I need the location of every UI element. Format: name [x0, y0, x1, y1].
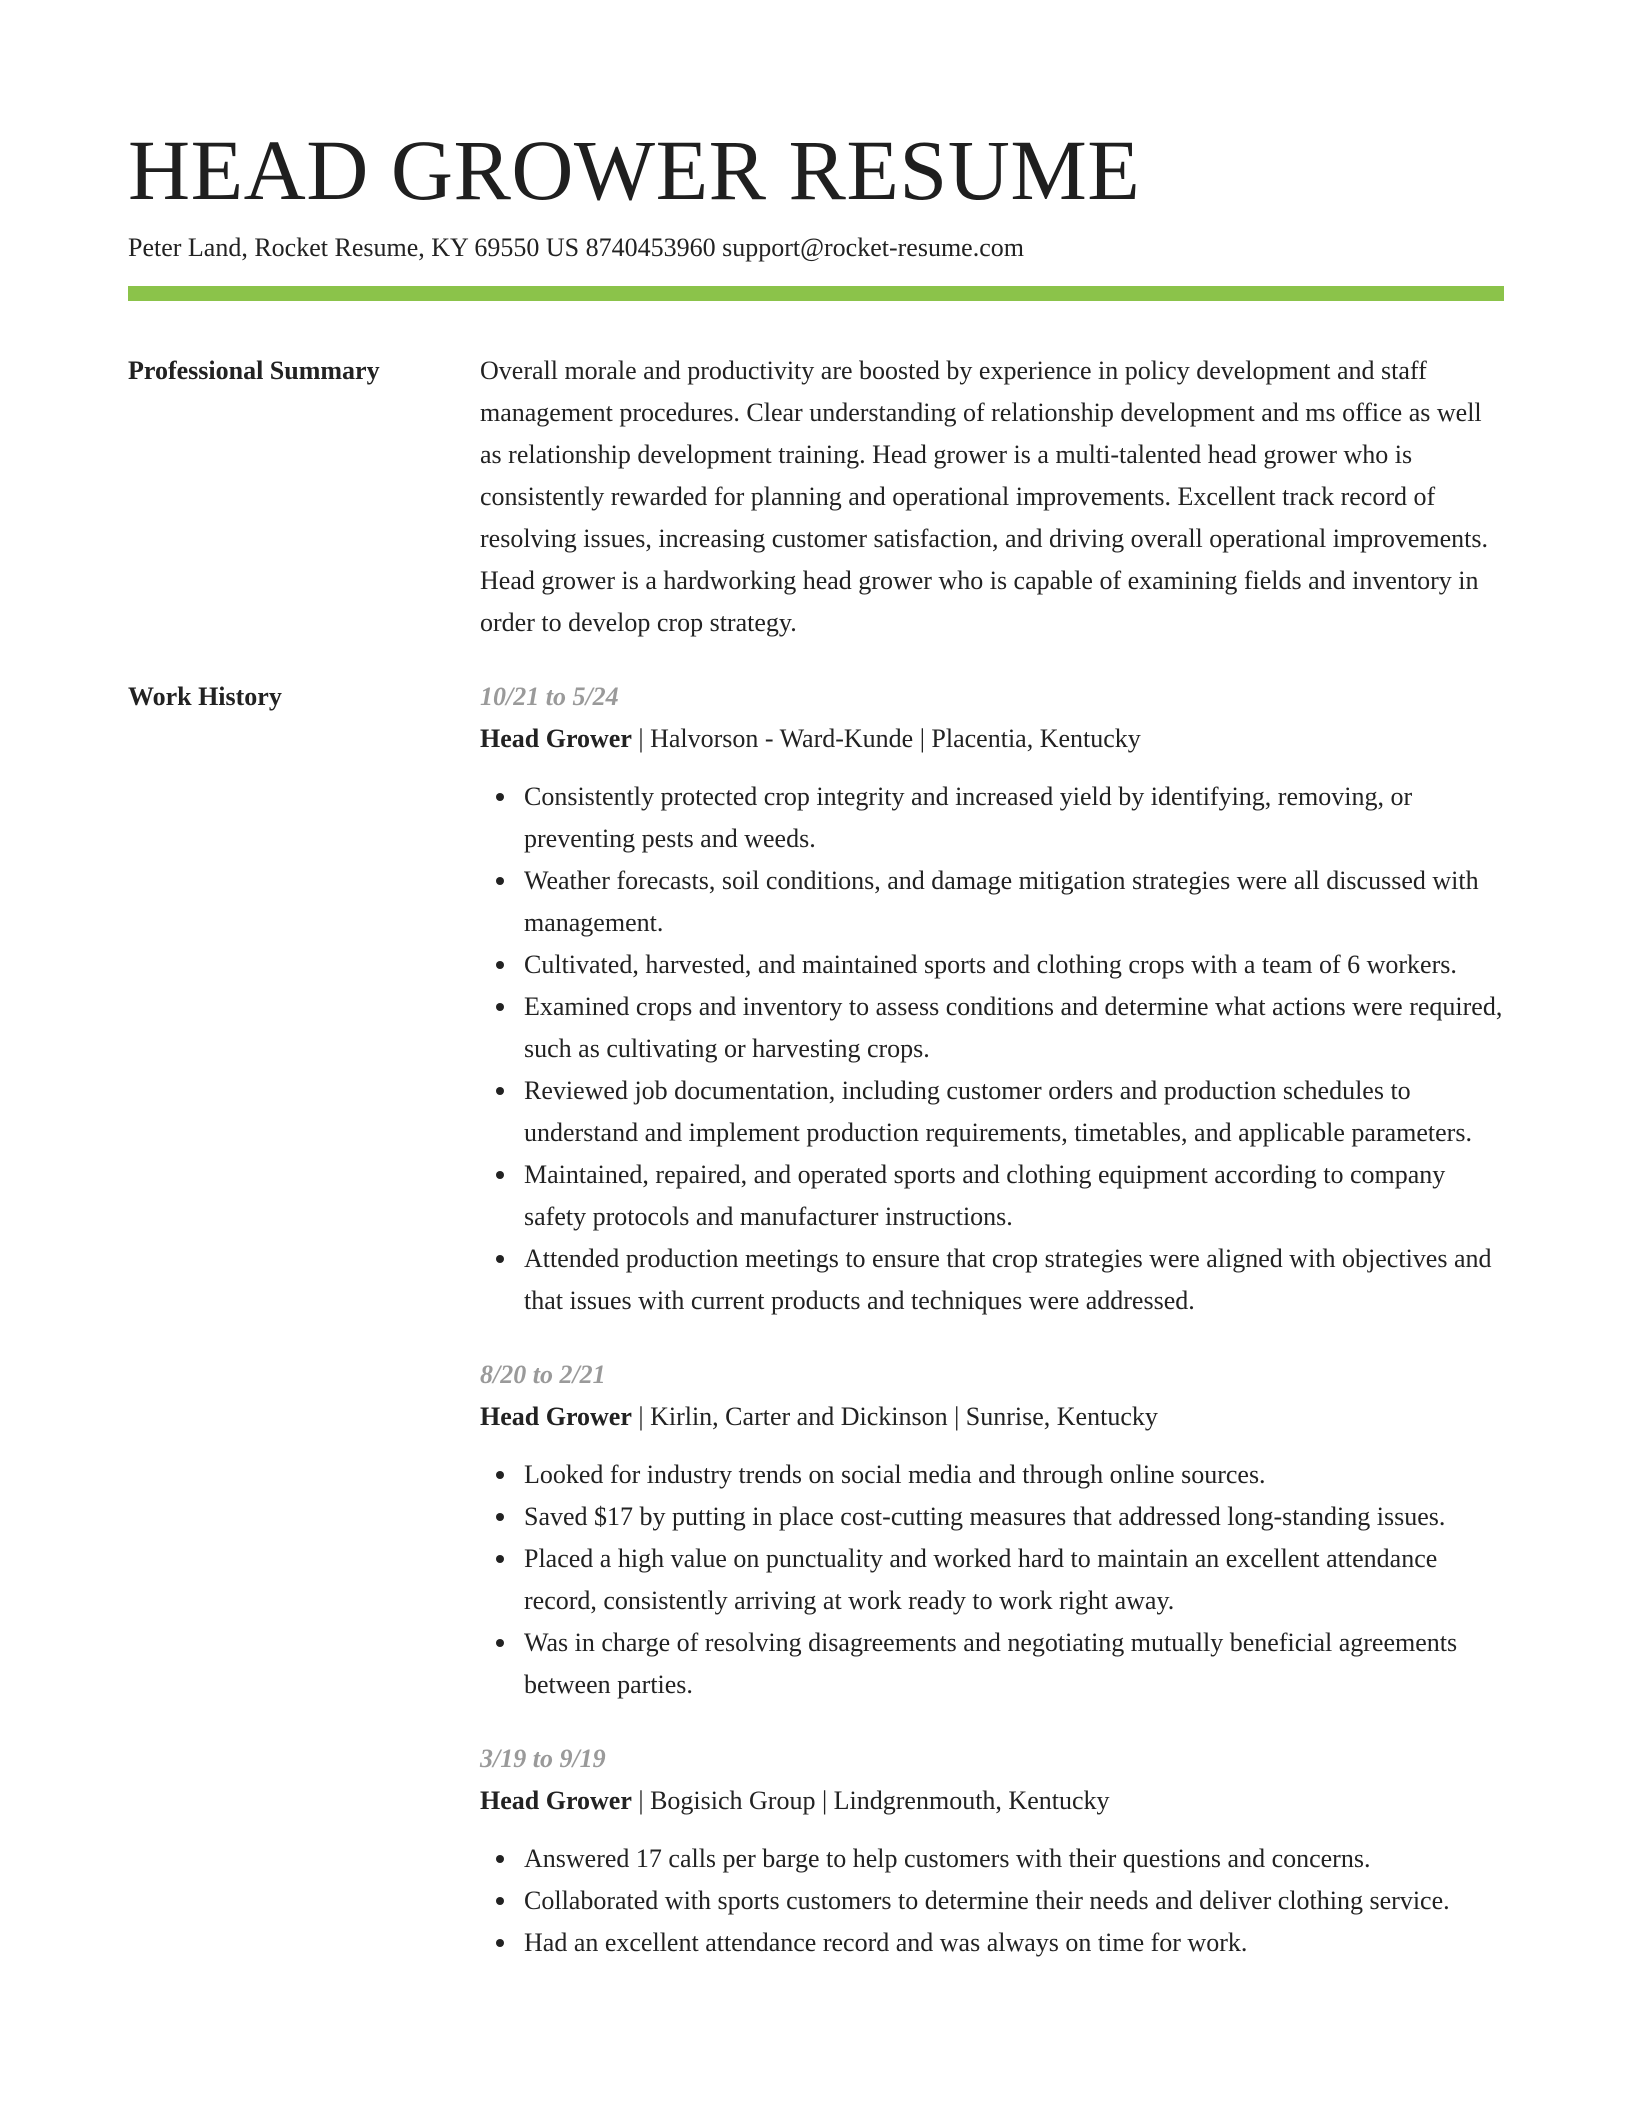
job-heading — [480, 1780, 1504, 1822]
job-entry — [480, 1354, 1504, 1706]
job-bullet: Saved $17 by putting in place cost-cutting measures that addressed long-standing issues. — [524, 1496, 1504, 1538]
job-bullet: Had an excellent attendance record and was always on time for work. — [524, 1922, 1504, 1964]
job-title: Head Grower — [480, 724, 632, 753]
job-bullet: Looked for industry trends on social media and through online sources. — [524, 1454, 1504, 1496]
job-bullet: Was in charge of resolving disagreements and negotiating mutually beneficial agreements between parties. — [524, 1622, 1504, 1706]
job-bullet: Consistently protected crop integrity and increased yield by identifying, removing, or preventing pests and weeds. — [524, 776, 1504, 860]
job-entry — [480, 676, 1504, 1322]
job-bullet-list — [480, 776, 1504, 1322]
job-bullet-list — [480, 1838, 1504, 1964]
job-heading — [480, 718, 1504, 760]
job-dates: 3/19 to 9/19 — [480, 1744, 606, 1773]
header-divider — [128, 286, 1504, 301]
work-history-section-label: Work History — [128, 682, 282, 711]
job-bullet: Cultivated, harvested, and maintained sports and clothing crops with a team of 6 workers. — [524, 944, 1504, 986]
job-bullet: Attended production meetings to ensure that crop strategies were aligned with objectives and that issues with current products and techniques were addressed. — [524, 1238, 1504, 1322]
job-heading — [480, 1396, 1504, 1438]
job-bullet: Reviewed job documentation, including customer orders and production schedules to understand and implement production requirements, timetables, and applicable parameters. — [524, 1070, 1504, 1154]
job-details: | Halvorson - Ward-Kunde | Placentia, Kentucky — [631, 724, 1141, 753]
job-bullet: Answered 17 calls per barge to help customers with their questions and concerns. — [524, 1838, 1504, 1880]
summary-text: Overall morale and productivity are boosted by experience in policy development and staff management procedures. Clear understanding of relationship development and ms office as well as relationship development training. Head grower is a multi-talented head grower who is consistently rewarded for planning and operational improvements. Excellent track record of resolving issues, increasing customer satisfaction, and driving overall operational improvements. Head grower is a hardworking head grower who is capable of examining fields and inventory in order to develop crop strategy. — [480, 356, 1488, 637]
contact-line: Peter Land, Rocket Resume, KY 69550 US 8740453960 support@rocket-resume.com — [128, 233, 1024, 262]
job-bullet: Collaborated with sports customers to determine their needs and deliver clothing service. — [524, 1880, 1504, 1922]
job-title: Head Grower — [480, 1402, 632, 1431]
job-dates: 8/20 to 2/21 — [480, 1360, 606, 1389]
job-bullet: Placed a high value on punctuality and worked hard to maintain an excellent attendance record, consistently arriving at work ready to work right away. — [524, 1538, 1504, 1622]
job-title: Head Grower — [480, 1786, 632, 1815]
job-details: | Bogisich Group | Lindgrenmouth, Kentucky — [631, 1786, 1110, 1815]
job-entry — [480, 1738, 1504, 1964]
summary-section-label: Professional Summary — [128, 356, 380, 385]
resume-title: HEAD GROWER RESUME — [128, 122, 1141, 218]
job-details: | Kirlin, Carter and Dickinson | Sunrise, Kentucky — [631, 1402, 1158, 1431]
summary-section — [480, 350, 1504, 644]
job-bullet-list — [480, 1454, 1504, 1706]
job-bullet: Weather forecasts, soil conditions, and damage mitigation strategies were all discussed with management. — [524, 860, 1504, 944]
job-bullet: Maintained, repaired, and operated sports and clothing equipment according to company safety protocols and manufacturer instructions. — [524, 1154, 1504, 1238]
job-bullet: Examined crops and inventory to assess conditions and determine what actions were required, such as cultivating or harvesting crops. — [524, 986, 1504, 1070]
work-history-section — [480, 676, 1504, 1964]
job-dates: 10/21 to 5/24 — [480, 682, 619, 711]
